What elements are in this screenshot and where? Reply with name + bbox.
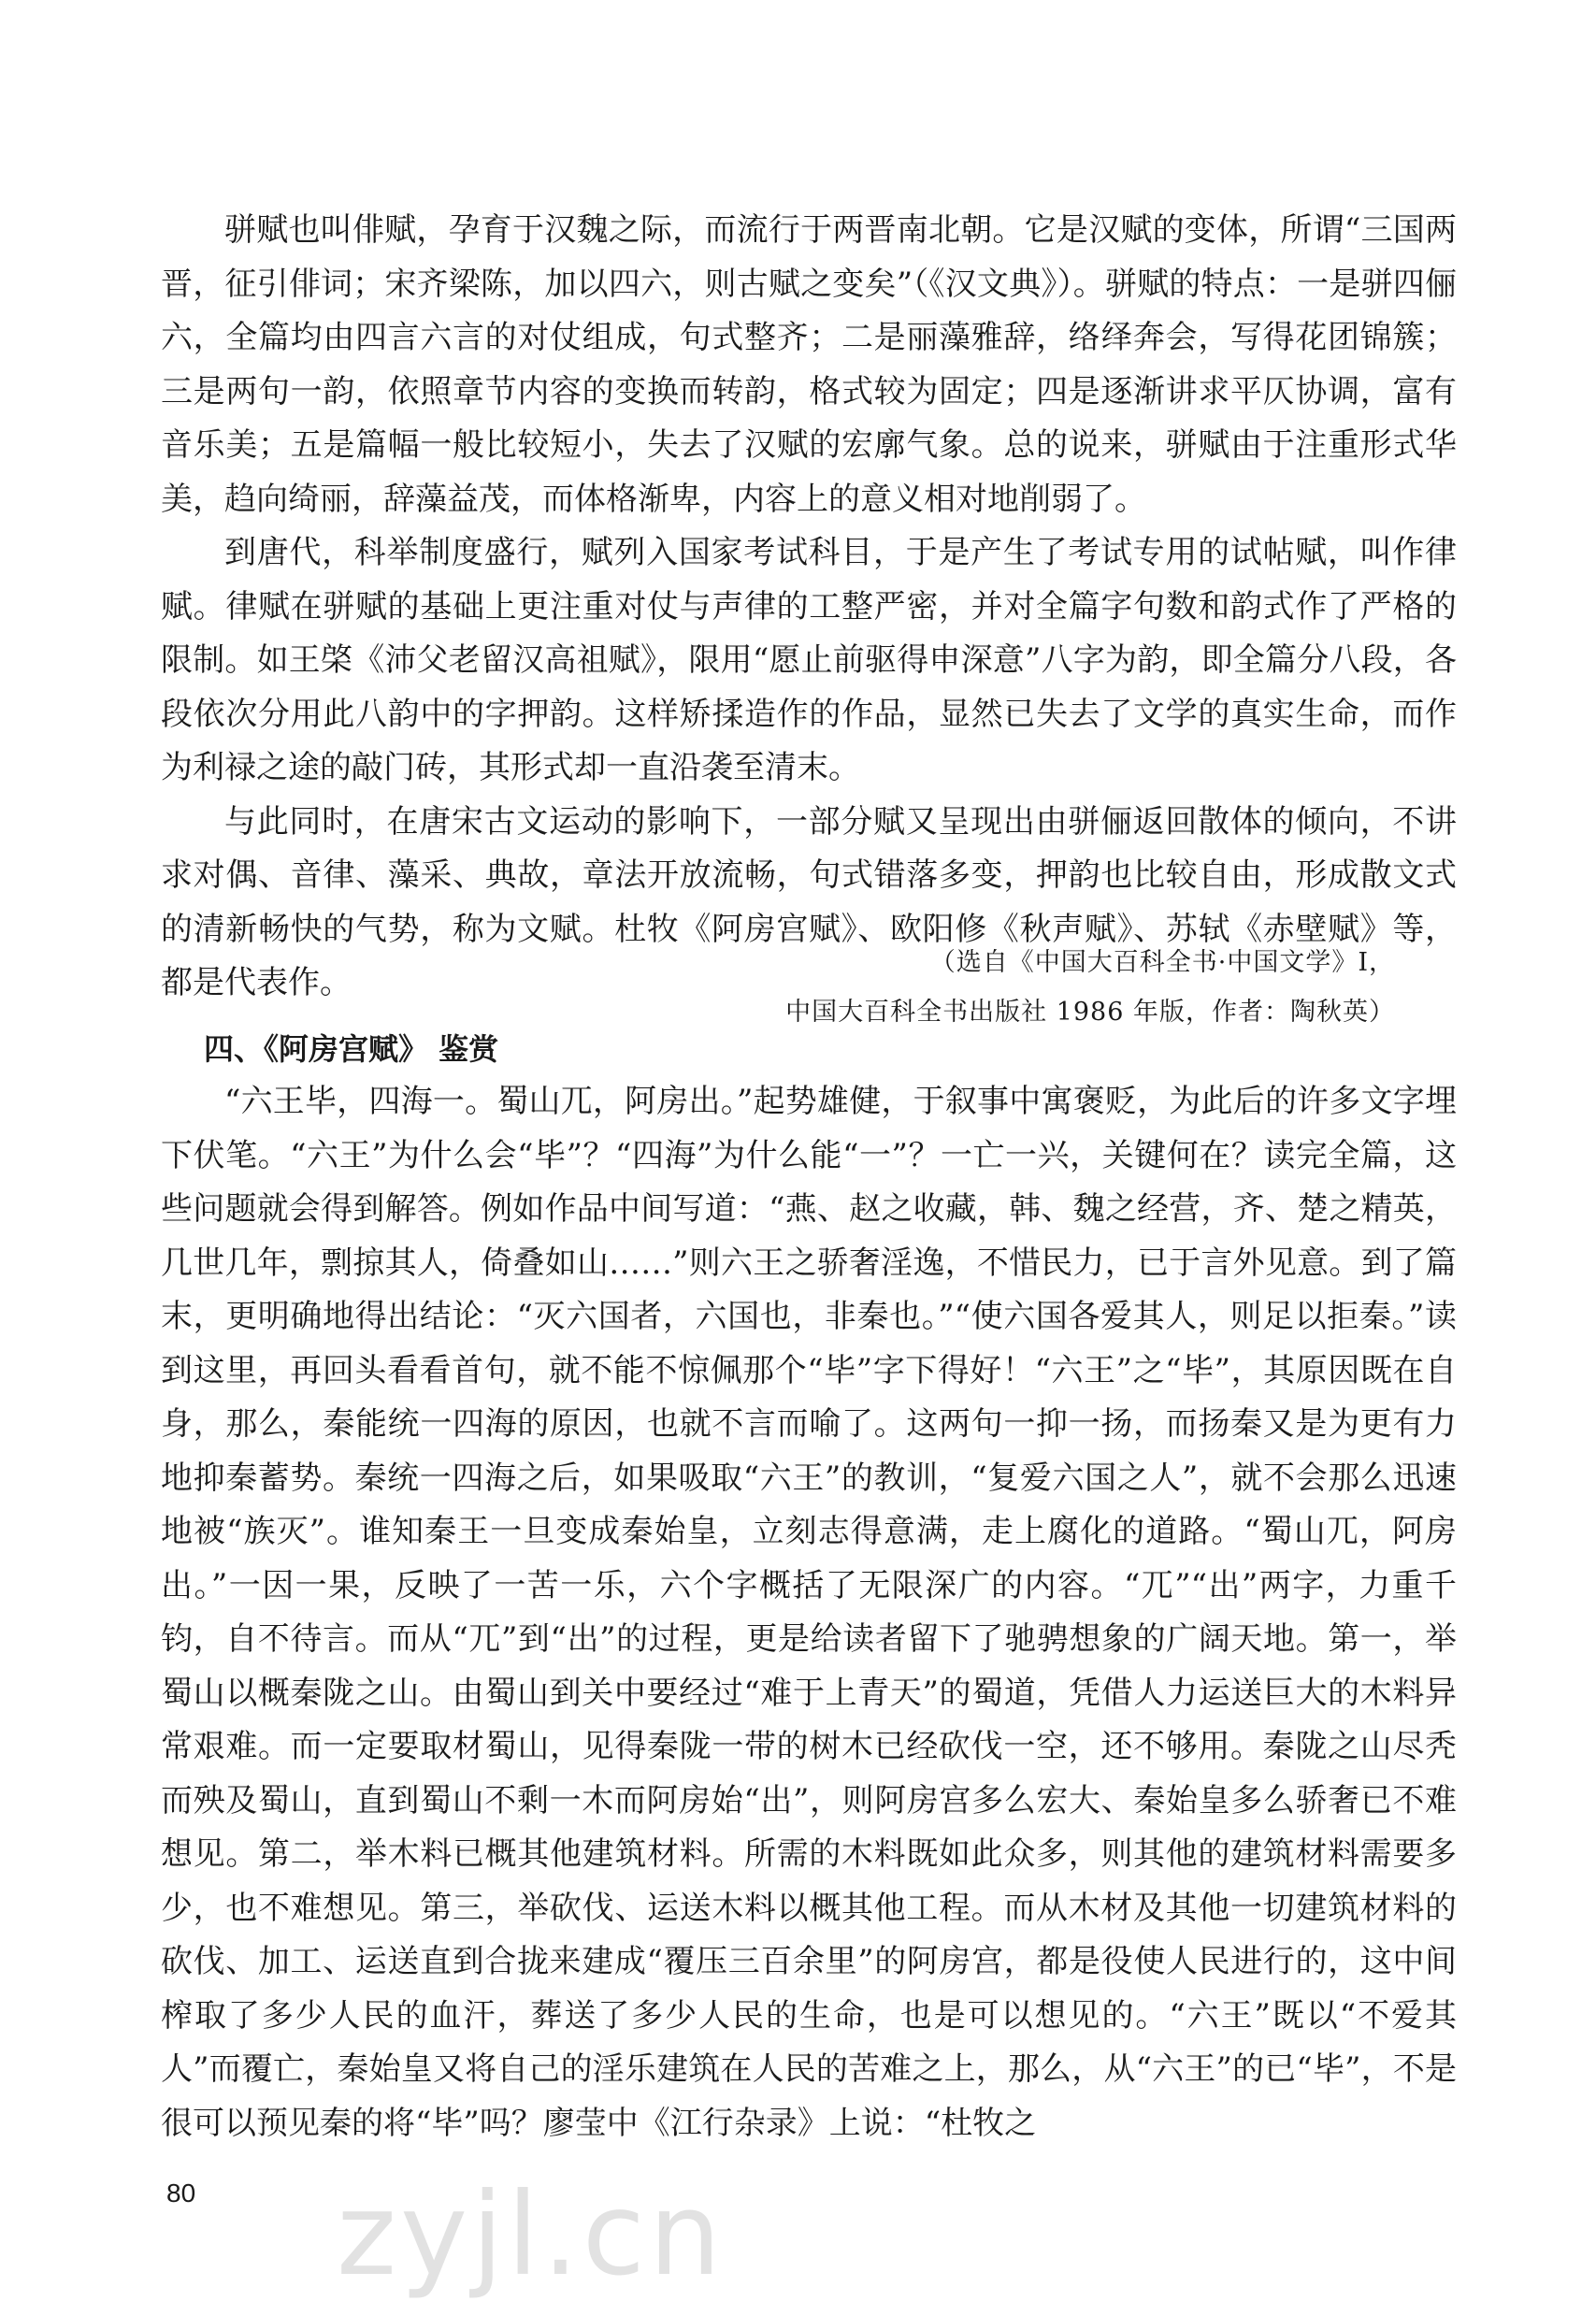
appreciation-paragraph: “六王毕，四海一。蜀山兀，阿房出。”起势雄健，于叙事中寓褒贬，为此后的许多文字埋下伏笔。“六王”为什么会“毕”？“四海”为什么能“一”？一亡一兴，关键何在？读完全篇，这些问题就会得到解答。例如作品中间写道：“燕、赵之收藏，韩、魏之经营，齐、楚之精英，几世几年，剽掠其人，倚叠如山……”则六王之骄奢淫逸，不惜民力，已于言外见意。到了篇末，更明确地得出结论：“灭六国者，六国也，非秦也。”“使六国各爱其人，则足以拒秦。”读到这里，再回头看看首句，就不能不惊佩那个“毕”字下得好！“六王”之“毕”，其原因既在自身，那么，秦能统一四海的原因，也就不言而喻了。这两句一抑一扬，而扬秦又是为更有力地抑秦蓄势。秦统一四海之后，如果吸取“六王”的教训，“复爱六国之人”，就不会那么迅速地被“族灭”。谁知秦王一旦变成秦始皇，立刻志得意满，走上腐化的道路。“蜀山兀，阿房出。”一因一果，反映了一苦一乐，六个字概括了无限深广的内容。“兀”“出”两字，力重千钧，自不待言。而从“兀”到“出”的过程，更是给读者留下了驰骋想象的广阔天地。第一，举蜀山以概秦陇之山。由蜀山到关中要经过“难于上青天”的蜀道，凭借人力运送巨大的木料异常艰难。而一定要取材蜀山，见得秦陇一带的树木已经砍伐一空，还不够用。秦陇之山尽秃而殃及蜀山，直到蜀山不剩一木而阿房始“出”，则阿房宫多么宏大、秦始皇多么骄奢已不难想见。第二，举木料已概其他建筑材料。所需的木料既如此众多，则其他的建筑材料需要多少，也不难想见。第三，举砍伐、运送木料以概其他工程。而从木材及其他一切建筑材料的砍伐、加工、运送直到合拢来建成“覆压三百余里”的阿房宫，都是役使人民进行的，这中间榨取了多少人民的血汗，葬送了多少人民的生命，也是可以想见的。“六王”既以“不爱其人”而覆亡，秦始皇又将自己的淫乐建筑在人民的苦难之上，那么，从“六王”的已“毕”，不是很可以预见秦的将“毕”吗？廖莹中《江行杂录》上说：“杜牧之	[161, 1083, 1457, 2142]
paragraph-pianfu: 骈赋也叫俳赋，孕育于汉魏之际，而流行于两晋南北朝。它是汉赋的变体，所谓“三国两晋，征引俳词；宋齐梁陈，加以四六，则古赋之变矣”（《汉文典》）。骈赋的特点：一是骈四俪六，全篇均由四言六言的对仗组成，句式整齐；二是丽藻雅辞，络绎奔会，写得花团锦簇；三是两句一韵，依照章节内容的变换而转韵，格式较为固定；四是逐渐讲求平仄协调，富有音乐美；五是篇幅一般比较短小，失去了汉赋的宏廓气象。总的说来，骈赋由于注重形式华美，趋向绮丽，辞藻益茂，而体格渐卑，内容上的意义相对地削弱了。	[161, 211, 1457, 518]
source-citation-line-2: 中国大百科全书出版社 1986 年版，作者：陶秋英）	[785, 998, 1395, 1027]
source-citation-line-1: （选自《中国大百科全书·中国文学》Ⅰ，	[929, 948, 1395, 977]
watermark: zyjl.cn	[337, 2168, 726, 2301]
appreciation-section	[161, 1075, 1457, 2150]
paragraph-lvfu: 到唐代，科举制度盛行，赋列入国家考试科目，于是产生了考试专用的试帖赋，叫作律赋。律赋在骈赋的基础上更注重对仗与声律的工整严密，并对全篇字句数和韵式作了严格的限制。如王棨《沛父老留汉高祖赋》，限用“愿止前驱得申深意”八字为韵，即全篇分八段，各段依次分用此八韵中的字押韵。这样矫揉造作的作品，显然已失去了文学的真实生命，而作为利禄之途的敲门砖，其形式却一直沿袭至清末。	[161, 534, 1457, 786]
fu-intro-section	[161, 204, 1457, 1011]
paragraph-wenfu: 与此同时，在唐宋古文运动的影响下，一部分赋又呈现出由骈俪返回散体的倾向，不讲求对偶、音律、藻采、典故，章法开放流畅，句式错落多变，押韵也比较自由，形成散文式的清新畅快的气势，称为文赋。杜牧《阿房宫赋》、欧阳修《秋声赋》、苏轼《赤壁赋》等，都是代表作。	[161, 802, 1457, 1001]
section-heading: 四、《阿房宫赋》 鉴赏	[204, 1031, 499, 1067]
page-number: 80	[166, 2179, 196, 2208]
